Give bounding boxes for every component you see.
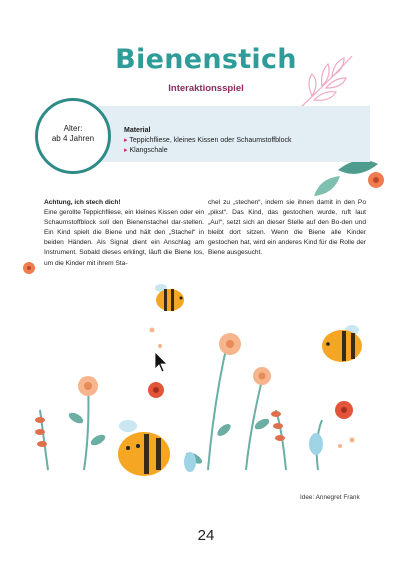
text-column-2 <box>208 198 366 259</box>
material-item: ▸ Klangschale <box>124 146 291 156</box>
age-label: Alter: <box>63 124 83 133</box>
page-title: Bienenstich <box>115 44 297 75</box>
small-flower-left-icon <box>23 262 35 274</box>
material-item: ▸ Teppichfliese, kleines Kissen oder Schaumstoffblock <box>124 136 291 146</box>
page-subtitle: Interaktionsspiel <box>168 83 244 94</box>
mouse-cursor-icon <box>155 352 167 372</box>
age-info <box>35 124 111 144</box>
material-list <box>124 126 291 156</box>
bee-icon-top <box>155 284 184 311</box>
body-text: Eine gerollte Teppichfliese, ein kleines Kissen oder ein Schaumstoffblock soll den Bienenstachel dar-stellen. Ein Kind spielt die Biene und hält den „Stachel“ in beiden Händen. Als Signal dient ein Anschlag am Instrument. Sobald dieses erklingt, läuft die Biene los, um die Kinder mit ihrem Sta- <box>44 209 204 267</box>
section-heading: Achtung, ich stech dich! <box>44 199 121 206</box>
red-flower-icon <box>148 382 353 419</box>
leaf-flower-icon <box>314 160 384 196</box>
pink-fern-icon <box>300 56 352 108</box>
flower-stems-icon <box>40 340 322 470</box>
text-column-1 <box>44 198 204 269</box>
body-text: chel zu „stechen“, indem sie ihnen damit in den Po „pikst“. Das Kind, das gestochen wurde, ruft laut „Au!“, setzt sich an dieser Stelle auf den Bo-den und bleibt dort sitzen. Wenn die Biene alle Kinder gestochen hat, wird ein anderes Kind für die Rolle der Biene ausgesucht. <box>208 199 366 257</box>
bee-icon-bottom <box>118 420 170 476</box>
blue-petal-icon <box>184 433 323 472</box>
material-heading: Material <box>124 127 151 134</box>
page-number: 24 <box>197 527 215 544</box>
author-credit: Idee: Annegret Frank <box>300 494 360 501</box>
age-value: ab 4 Jahren <box>51 134 95 143</box>
bee-icon-right <box>322 325 362 362</box>
peach-flower-icon <box>78 333 271 396</box>
